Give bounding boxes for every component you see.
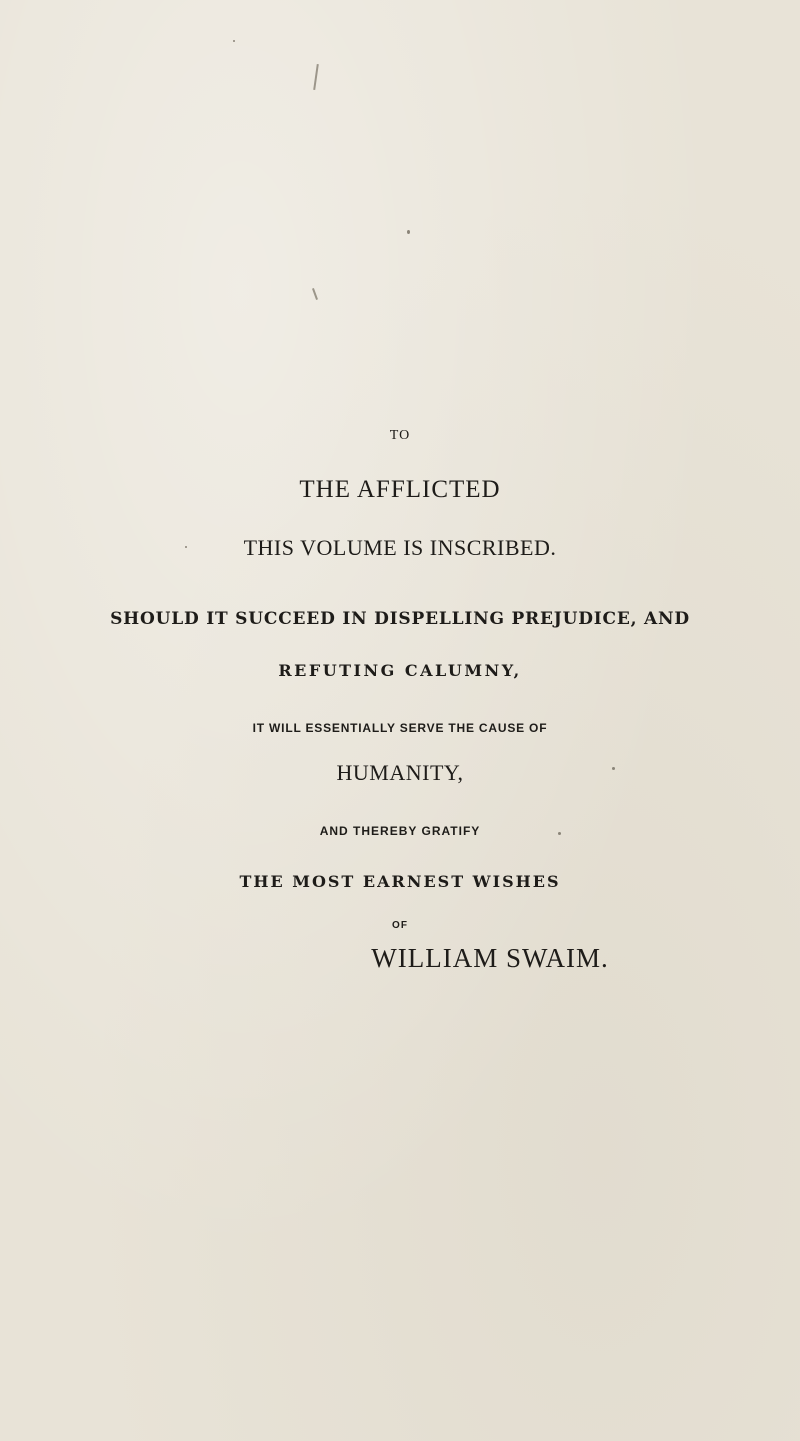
dedication-most-earnest: THE MOST EARNEST WISHES: [239, 872, 561, 891]
dedication-it-will-serve: IT WILL ESSENTIALLY SERVE THE CAUSE OF: [252, 721, 548, 735]
dedication-to: TO: [389, 428, 411, 443]
paper-speck: [233, 40, 235, 42]
dedication-the-afflicted: THE AFFLICTED: [299, 476, 501, 503]
dedication-volume-inscribed: THIS VOLUME IS INSCRIBED.: [243, 535, 557, 560]
dedication-humanity: HUMANITY,: [336, 760, 464, 785]
dedication-and-thereby: AND THEREBY GRATIFY: [319, 824, 481, 838]
dedication-refuting: REFUTING CALUMNY,: [278, 661, 522, 680]
dedication-should-succeed: SHOULD IT SUCCEED IN DISPELLING PREJUDICE, AND: [110, 609, 690, 629]
paper-speck: [407, 230, 410, 234]
dedication-of: OF: [392, 920, 408, 931]
dedication-author: WILLIAM SWAIM.: [371, 943, 609, 973]
paper-mark: [312, 288, 318, 300]
paper-mark: [313, 64, 319, 90]
